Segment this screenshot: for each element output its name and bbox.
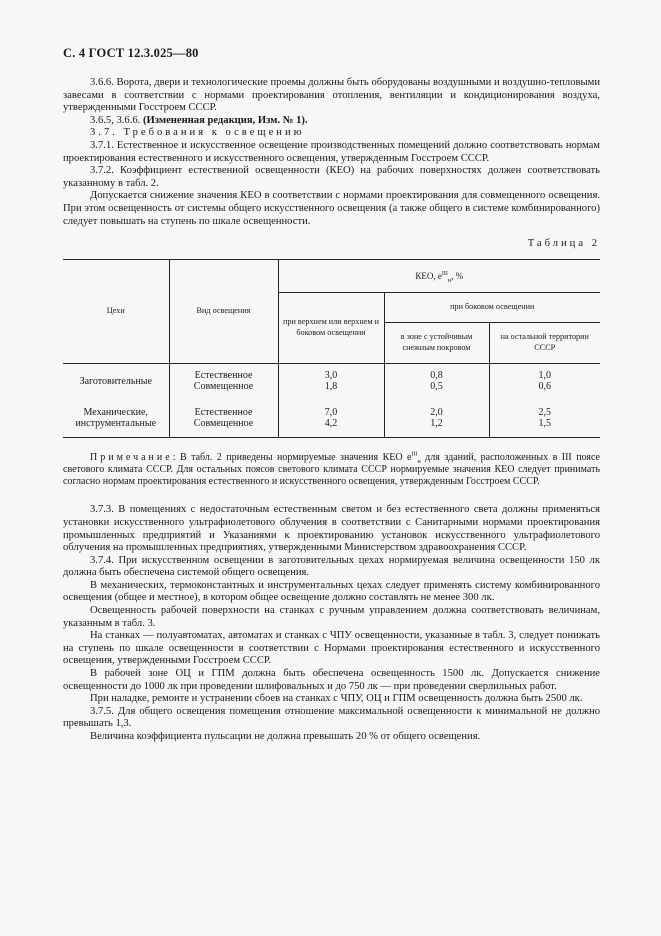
cell-type: Естественное Совмещенное xyxy=(169,399,278,437)
header-side-lighting: при боковом освещении xyxy=(384,292,600,322)
table-row xyxy=(63,363,600,399)
cell-snow: 0,8 0,5 xyxy=(384,363,489,399)
cell-top: 7,0 4,2 xyxy=(278,399,384,437)
paragraph-keo-reduction: Допускается снижение значения КЕО в соответствии с нормами проектирования для совмещенного освещения. При этом освещенность от системы общего искусственного освещения (а также общего в системе комбинированного) следует повышать на ступень по шкале освещенности. xyxy=(63,190,600,227)
cell-other: 1,0 0,6 xyxy=(489,363,600,399)
paragraph-mechanical-shops: В механических, термоконстантных и инструментальных цехах следует применять систему комбинированного освещения (общее и местное), в котором общее освещение должно составлять не менее 300 лк. xyxy=(63,579,600,604)
header-shops: Цехи xyxy=(63,259,169,363)
table-caption: Таблица 2 xyxy=(527,238,600,250)
amendment-clauses: 3.6.5, 3.6.6. xyxy=(90,114,141,126)
paragraph-cnc-machines: На станках — полуавтоматах, автоматах и станках с ЧПУ освещенности, указанные в табл. 3, следует понижать на ступень по шкале освещенности в соответствии с Нормами проектирования естественного и искусственного освещения, утвержденными Госстроем СССР. xyxy=(63,630,600,667)
amendment-note xyxy=(63,115,600,128)
paragraph-manual-machines: Освещенность рабочей поверхности на станках с ручным управлением должна соответствовать величинам, указанным в табл. 3. xyxy=(63,605,600,629)
section-3-7-heading: 3.7. Требования к освещению xyxy=(90,127,305,139)
cell-other: 2,5 1,5 xyxy=(489,399,600,437)
table-note: Примечание: В табл. 2 приведены нормируемые значения КЕО $e^{III}_н$ для зданий, расположенных в III поясе светового климата СССР. Для остальных поясов светового климата СССР нормируемые значения КЕО следует принимать согласно нормам проектирования естественного и искусственного освещения, утвержденным Госстроем СССР. xyxy=(63,451,600,488)
cell-top: 3,0 1,8 xyxy=(278,363,384,399)
header-top-lighting: при верхнем или верхнем и боковом освещении xyxy=(278,292,384,363)
paragraph-maintenance: При наладке, ремонте и устранении сбоев на станках с ЧПУ, ОЦ и ГПМ освещенность должна быть 2500 лк. xyxy=(90,693,583,705)
header-keo: КЕО, $e^{III}_н$, % xyxy=(278,259,600,292)
paragraph-3-7-3: 3.7.3. В помещениях с недостаточным естественным светом и без естественного света должны применяться установки искусственного ультрафиолетового облучения в соответствии с Санитарными нормами проектирования промышленных предприятий и Указаниями к проектированию установок искусственного ультрафиолетового облучения на промышленных предприятиях, утвержденными Министерством здравоохранения СССР. xyxy=(63,504,600,554)
amendment-label: (Измененная редакция, Изм. № 1). xyxy=(142,114,308,126)
paragraph-3-7-1: 3.7.1. Естественное и искусственное освещение производственных помещений должно соответствовать нормам проектирования естественного и искусственного освещения, утвержденным Госстроем СССР. xyxy=(63,139,600,164)
cell-shop: Механические, инструментальные xyxy=(75,406,157,429)
page-header: С. 4 ГОСТ 12.3.025—80 xyxy=(63,46,199,60)
header-lighting-type: Вид освещения xyxy=(169,259,278,363)
paragraph-3-6-6: 3.6.6. Ворота, двери и технологические проемы должны быть оборудованы воздушными и воздушно-тепловыми завесами в соответствии с нормами проектирования отопления, вентиляции и кондиционирования воздуха, утвержденными Госстроем СССР. xyxy=(63,77,600,114)
paragraph-3-7-4: 3.7.4. При искусственном освещении в заготовительных цехах нормируемая величина освещенности 150 лк должна быть обеспечена системой общего освещения. xyxy=(63,554,600,579)
paragraph-oc-gpm: В рабочей зоне ОЦ и ГПМ должна быть обеспечена освещенность 1500 лк. Допускается снижение освещенности до 1000 лк при проведении шлифовальных и до 750 лк — при проведении сверлильных работ. xyxy=(63,668,600,692)
paragraph-3-7-2: 3.7.2. Коэффициент естественной освещенности (КЕО) на рабочих поверхностях должен соответствовать указанному в табл. 2. xyxy=(63,165,600,189)
table-row xyxy=(63,399,600,437)
paragraph-pulsation: Величина коэффициента пульсации не должна превышать 20 % от общего освещения. xyxy=(90,731,481,743)
paragraph-3-7-5: 3.7.5. Для общего освещения помещения отношение максимальной освещенности к минимальной не должно превышать 1,3. xyxy=(63,705,600,730)
note-label: Примечание xyxy=(90,451,173,463)
cell-shop: Заготовительные xyxy=(79,375,152,387)
document-body xyxy=(63,77,600,744)
table-2 xyxy=(63,259,600,438)
cell-type: Естественное Совмещенное xyxy=(169,363,278,399)
header-other-territory: на остальной территории СССР xyxy=(489,322,600,363)
header-snow-zone: в зоне с устойчивым снежным покровом xyxy=(384,322,489,363)
cell-snow: 2,0 1,2 xyxy=(384,399,489,437)
